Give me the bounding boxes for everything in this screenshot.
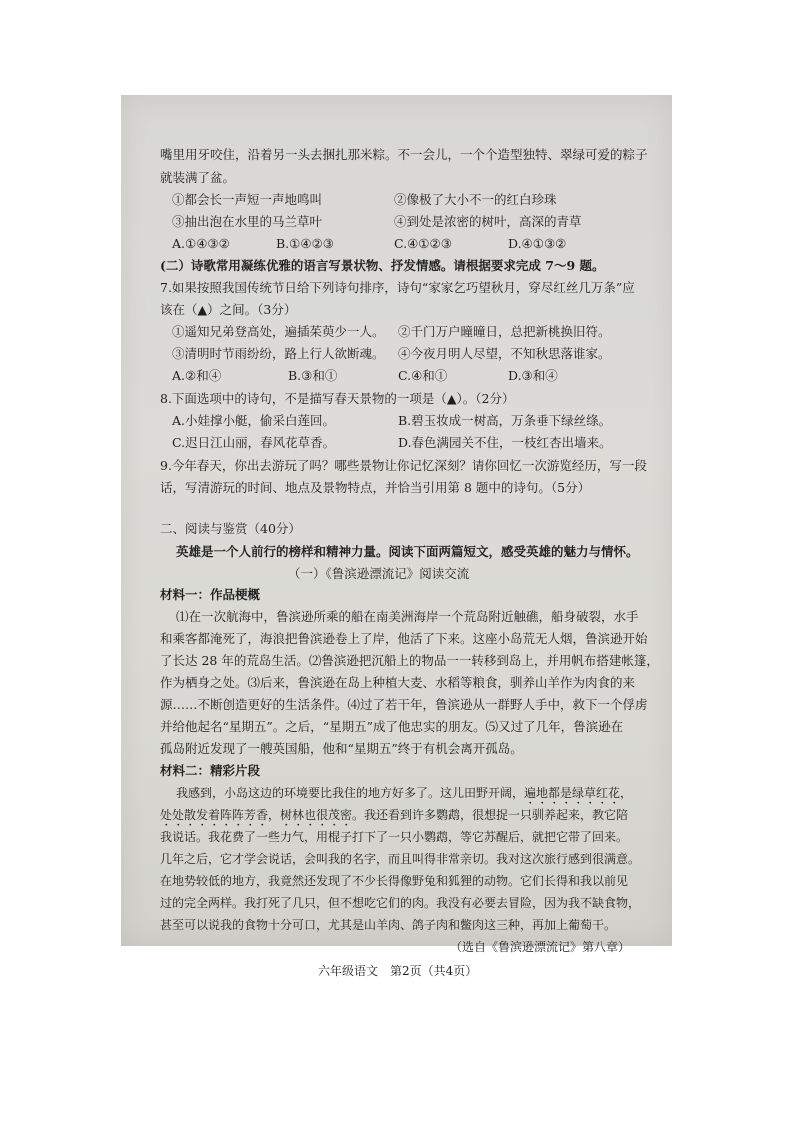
q8-option-c: C.迟日江山丽，春风花草香。 <box>172 435 336 450</box>
q8-option-a: A.小娃撑小艇，偷采白莲回。 <box>172 413 336 428</box>
part2-heading: 二、阅读与鉴赏（40分） <box>160 521 301 536</box>
emphasized-phrase: 遍地都是绿草红花， <box>524 786 633 800</box>
choice-c: C.④①②③ <box>394 236 452 251</box>
material-1-title: 材料一：作品梗概 <box>160 587 261 602</box>
q7-choice-a: A.②和④ <box>172 368 222 383</box>
reading-sub-heading: （一）《鲁滨逊漂流记》阅读交流 <box>288 566 470 581</box>
material-2-line: 处处散发着阵阵芳香，树林也很茂密。我还看到许多鹦鹉，很想捉一只驯养起来，教它陪 <box>160 808 629 822</box>
option-3: ③抽出泡在水里的马兰草叶 <box>172 214 323 229</box>
passage-line-1: 嘴里用牙咬住，沿着另一头去捆扎那米粽。不一会儿，一个个造型独特、翠绿可爱的粽子 <box>160 147 648 162</box>
material-2-line: 我感到，小岛这边的环境要比我住的地方好多了。这儿田野开阔，遍地都是绿草红花， <box>176 786 633 800</box>
material-1-line: 并给他起名“星期五”。之后，“星期五”成了他忠实的朋友。⑸又过了几年，鲁滨逊在 <box>160 719 624 734</box>
material-2-line: 甚至可以说我的食物十分可口，尤其是山羊肉、鸽子肉和鳖肉这三种，再加上葡萄干。 <box>160 918 617 932</box>
option-4: ④到处是浓密的树叶，高深的青草 <box>394 214 582 229</box>
material-1-line: 孤岛附近发现了一艘英国船，他和“星期五”终于有机会离开孤岛。 <box>160 741 523 756</box>
material-2-line: 过的完全两样。我打死了几只，但不想吃它们的肉。我没有必要去冒险，因为我不缺食物， <box>160 896 641 910</box>
passage-line-2: 就装满了盆。 <box>160 170 236 185</box>
q7-poem-1: ①遥知兄弟登高处，遍插茱萸少一人。 <box>172 324 385 339</box>
q9-line-1: 9.今年春天，你出去游玩了吗？哪些景物让你记忆深刻？请你回忆一次游览经历，写一段 <box>160 458 647 473</box>
q8-option-d: D.春色满园关不住，一枝红杏出墙来。 <box>398 435 612 450</box>
q7-choice-b: B.③和① <box>288 368 338 383</box>
material-2-title: 材料二：精彩片段 <box>160 763 261 778</box>
q7-poem-3: ③清明时节雨纷纷，路上行人欲断魂。 <box>172 346 385 361</box>
q7-poem-4: ④今夜月明人尽望，不知秋思落谁家。 <box>398 346 611 361</box>
choice-a: A.①④③② <box>172 236 230 251</box>
q7-choice-d: D.③和④ <box>508 368 558 383</box>
material-2-line: 我说话。我花费了一些力气，用棍子打下了一只小鹦鹉，等它苏醒后，就把它带了回来。 <box>160 830 629 844</box>
material-2-line: 在地势较低的地方，我竟然还发现了不少长得像野兔和狐狸的动物。它们长得和我以前见 <box>160 874 629 888</box>
q8-option-b: B.碧玉妆成一树高，万条垂下绿丝绦。 <box>398 413 612 428</box>
q7-choice-c: C.④和① <box>398 368 448 383</box>
q9-line-2: 话，写清游玩的时间、地点及景物特点，并恰当引用第 8 题中的诗句。（5分） <box>160 480 591 495</box>
material-1-line: ⑴在一次航海中，鲁滨逊所乘的船在南美洲海岸一个荒岛附近触礁，船身破裂，水手 <box>176 609 639 624</box>
part2-intro: 英雄是一个人前行的榜样和精神力量。阅读下面两篇短文，感受英雄的魅力与情怀。 <box>176 544 639 559</box>
material-1-line: 和乘客都淹死了，海浪把鲁滨逊卷上了岸，他活了下来。这座小岛荒无人烟，鲁滨逊开始 <box>160 631 648 646</box>
q7-poem-2: ②千门万户曈曈日，总把新桃换旧符。 <box>398 324 611 339</box>
emphasized-phrase: 处处散发着阵阵芳香，树林也很茂密。 <box>160 808 365 822</box>
section-heading: (二）诗歌常用凝练优雅的语言写景状物、抒发情感。请根据要求完成 7～9 题。 <box>160 258 605 273</box>
material-2-line: 几年之后，它才学会说话，会叫我的名字，而且叫得非常亲切。我对这次旅行感到很满意。 <box>160 852 641 866</box>
source-citation: （选自《鲁滨逊漂流记》第八章） <box>450 940 631 954</box>
q7-line-2: 该在（▲）之间。（3分） <box>160 302 297 317</box>
material-1-line: 作为栖身之处。⑶后来，鲁滨逊在岛上种植大麦、水稻等粮食，驯养山羊作为肉食的来 <box>160 675 636 690</box>
material-1-line: 源……不断创造更好的生活条件。⑷过了若干年，鲁滨逊从一群野人手中，救下一个俘虏 <box>160 697 648 712</box>
q7-line-1: 7.如果按照我国传统节日给下列诗句排序，诗句“家家乞巧望秋月，穿尽红丝几万条”应 <box>160 280 635 295</box>
choice-b: B.①④②③ <box>276 236 334 251</box>
choice-d: D.④①③② <box>508 236 567 251</box>
material-1-line: 了长达 28 年的荒岛生活。⑵鲁滨逊把沉船上的物品一一转移到岛上，并用帆布搭建帐篷， <box>160 653 659 668</box>
page-footer: 六年级语文 第2页（共4页） <box>318 964 478 978</box>
option-1: ①都会长一声短一声地鸣叫 <box>172 192 323 207</box>
q8-line: 8.下面选项中的诗句，不是描写春天景物的一项是（▲）。（2分） <box>160 391 515 406</box>
option-2: ②像极了大小不一的红白珍珠 <box>394 192 557 207</box>
